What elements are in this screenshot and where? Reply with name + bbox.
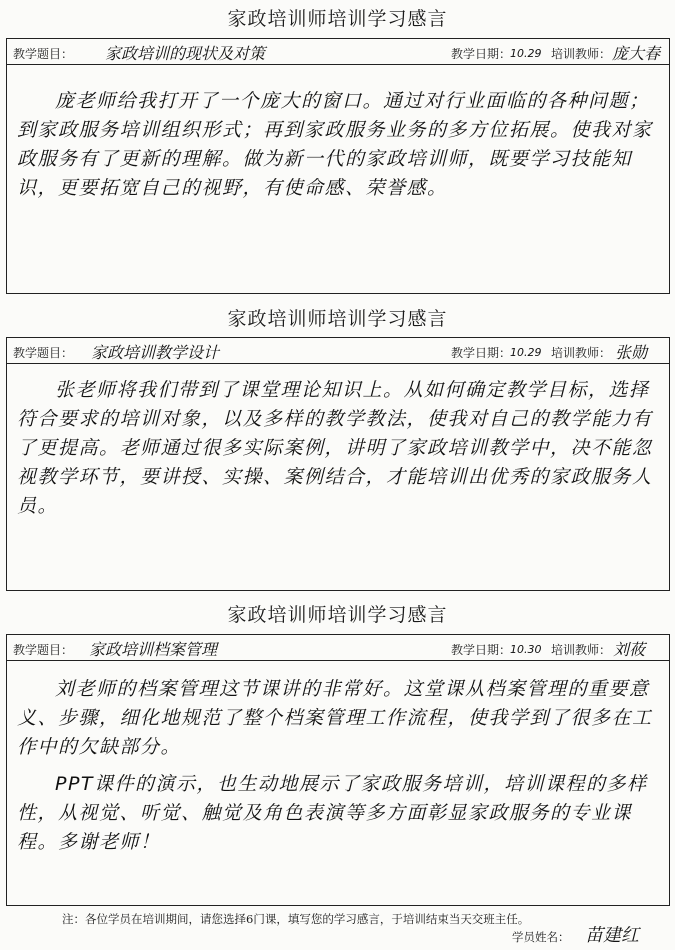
form-header-1 <box>7 39 669 65</box>
section-2-title: 家政培训师培训学习感言 <box>227 308 448 330</box>
reflection-text-2 <box>17 376 659 521</box>
student-signature: 苗建红 <box>585 925 639 946</box>
topic-value: 家政培训教学设计 <box>91 343 220 362</box>
reflection-form-3 <box>6 634 670 906</box>
reflection-paragraph: 张老师将我们带到了课堂理论知识上。从如何确定教学目标，选择符合要求的培训对象，以及多样的教学教法，使我对自己的教学能力有了更提高。老师通过很多实际案例，讲明了家政培训教学中，决不能忽视教学环节，要讲授、实操、案例结合，才能培训出优秀的家政服务人员。 <box>17 379 653 517</box>
date-value: 10.29 <box>510 47 542 60</box>
reflection-form-2 <box>6 337 670 591</box>
reflection-form-1 <box>6 38 670 294</box>
student-name-label: 学员姓名： <box>512 930 570 944</box>
date-label: 教学日期： <box>451 47 512 61</box>
date-value: 10.30 <box>510 643 542 656</box>
form-header-3 <box>7 635 669 661</box>
teacher-label: 培训教师： <box>551 643 612 657</box>
reflection-text-1 <box>17 87 659 203</box>
topic-value: 家政培训的现状及对策 <box>105 44 266 63</box>
reflection-paragraph: 刘老师的档案管理这节课讲的非常好。这堂课从档案管理的重要意义、步骤，细化地规范了整个档案管理工作流程，使我学到了很多在工作中的欠缺部分。 <box>17 678 653 758</box>
footer-note: 注：各位学员在培训期间，请您选择6门课，填写您的学习感言，于培训结束当天交班主任。 <box>62 912 530 926</box>
section-1-title: 家政培训师培训学习感言 <box>227 8 448 30</box>
teacher-label: 培训教师： <box>551 346 612 360</box>
teacher-value: 张勋 <box>615 343 648 362</box>
date-label: 教学日期： <box>451 643 512 657</box>
reflection-paragraph-2: PPT课件的演示，也生动地展示了家政服务培训，培训课程的多样性，从视觉、听觉、触觉及角色表演等多方面彰显家政服务的专业课程。多谢老师！ <box>17 773 648 853</box>
date-value: 10.29 <box>510 346 542 359</box>
reflection-text-3 <box>17 675 659 857</box>
topic-value: 家政培训档案管理 <box>89 640 218 659</box>
section-3-title: 家政培训师培训学习感言 <box>227 604 448 626</box>
teacher-value: 庞大春 <box>612 44 661 63</box>
teacher-label: 培训教师： <box>551 47 612 61</box>
date-label: 教学日期： <box>451 346 512 360</box>
reflection-paragraph: 庞老师给我打开了一个庞大的窗口。通过对行业面临的各种问题；到家政服务培训组织形式；再到家政服务业务的多方位拓展。使我对家政服务有了更新的理解。做为新一代的家政培训师，既要学习技能知识，更要拓宽自己的视野，有使命感、荣誉感。 <box>17 90 653 199</box>
topic-label: 教学题目： <box>13 47 74 61</box>
form-header-2 <box>7 338 669 364</box>
teacher-value: 刘莜 <box>613 640 646 659</box>
topic-label: 教学题目： <box>13 643 74 657</box>
topic-label: 教学题目： <box>13 346 74 360</box>
